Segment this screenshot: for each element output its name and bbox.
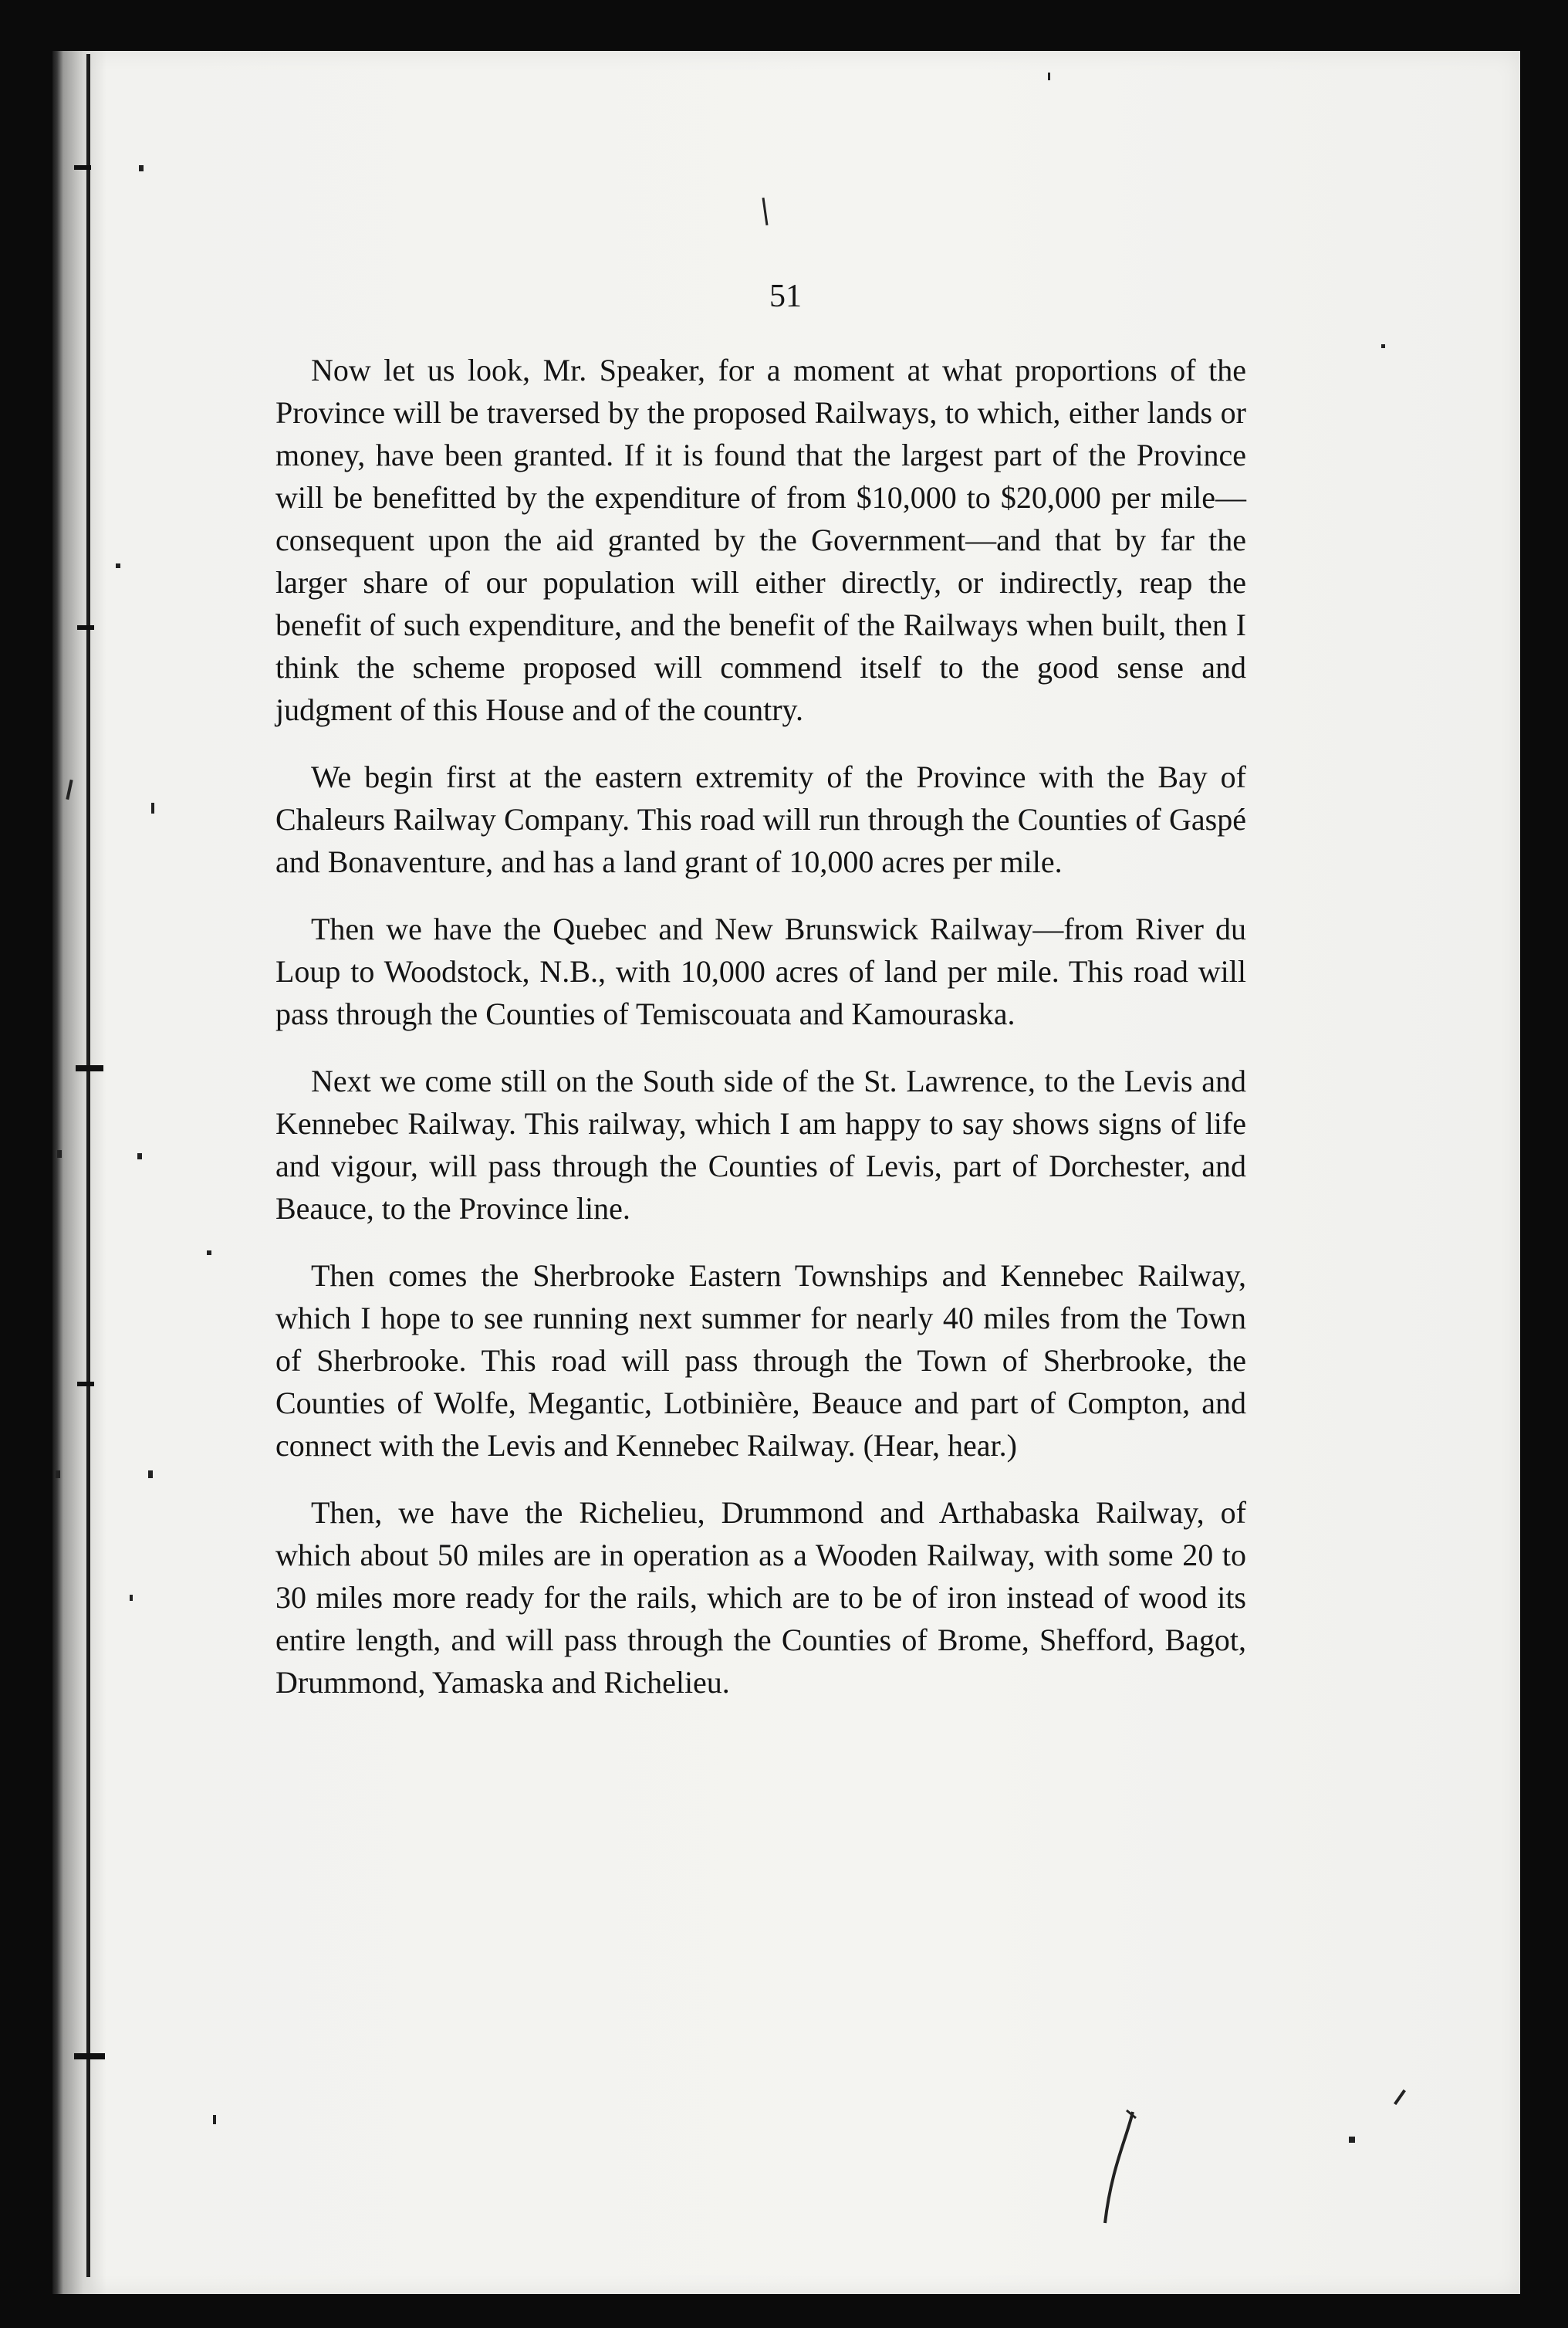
pencil-stroke-mark <box>1096 2107 1142 2231</box>
body-text <box>275 349 1246 1728</box>
scan-speck <box>56 1470 60 1478</box>
binding-tick <box>77 1382 94 1386</box>
scan-speck <box>1381 344 1385 348</box>
paragraph-proportions: Now let us look, Mr. Speaker, for a moment at what proportions of the Province will be traversed by the proposed Railways, to which, either lands or money, have been granted. If it is found that the largest part of the Province will be benefitted by the expenditure of from $10,000 to $20,000 per mile—consequent upon the aid granted by the Government—and that by far the larger share of our population will either directly, or indirectly, reap the benefit of such expenditure, and the benefit of the Railways when built, then I think the scheme proposed will commend itself to the good sense and judgment of this House and of the country. <box>275 353 1246 727</box>
scan-speck <box>148 1470 153 1478</box>
scan-speck <box>137 1153 142 1159</box>
scan-speck <box>139 165 144 171</box>
binding-tick <box>77 625 94 630</box>
paragraph-richelieu: Then, we have the Richelieu, Drummond and Arthabaska Railway, of which about 50 miles are in operation as a Wooden Railway, with some 20 to 30 miles more ready for the rails, which are to be of iron instead of wood its entire length, and will pass through the Counties of Brome, Shefford, Bagot, Drummond, Yamaska and Richelieu. <box>275 1495 1246 1700</box>
paragraph-quebec-new-brunswick: Then we have the Quebec and New Brunswick Railway—from River du Loup to Woodstock, N.B., with 10,000 acres of land per mile. This road will pass through the Counties of Temiscouata and Kamouraska. <box>275 912 1246 1031</box>
scan-speck <box>130 1595 133 1601</box>
page-number: 51 <box>769 279 802 314</box>
scan-speck <box>1349 2137 1355 2143</box>
binding-tick <box>76 1065 103 1071</box>
binding-line <box>86 54 90 2277</box>
paragraph-bay-of-chaleurs: We begin first at the eastern extremity of the Province with the Bay of Chaleurs Railway Company. This road will run through the Counties of Gaspé and Bonaventure, and has a land grant of 10,000 acres per mile. <box>275 760 1246 879</box>
binding-tick <box>74 2053 105 2059</box>
scan-speck <box>1048 73 1050 80</box>
paragraph-sherbrooke: Then comes the Sherbrooke Eastern Townships and Kennebec Railway, which I hope to see running next summer for nearly 40 miles from the Town of Sherbrooke. This road will pass through the Town of Sherbrooke, the Counties of Wolfe, Megantic, Lotbinière, Beauce and part of Compton, and connect with the Levis and Kennebec Railway. (Hear, hear.) <box>275 1258 1246 1463</box>
binding-tick <box>74 165 91 170</box>
scan-speck <box>151 803 154 814</box>
scan-speck <box>213 2115 216 2124</box>
scan-speck <box>207 1250 211 1255</box>
book-spine-shadow <box>52 51 106 2294</box>
paragraph-levis-kennebec: Next we come still on the South side of the St. Lawrence, to the Levis and Kennebec Railway. This railway, which I am happy to say shows signs of life and vigour, will pass through the Counties of Levis, part of Dorchester, and Beauce, to the Province line. <box>275 1064 1246 1226</box>
scan-speck <box>116 563 120 568</box>
scan-speck <box>57 1150 62 1158</box>
